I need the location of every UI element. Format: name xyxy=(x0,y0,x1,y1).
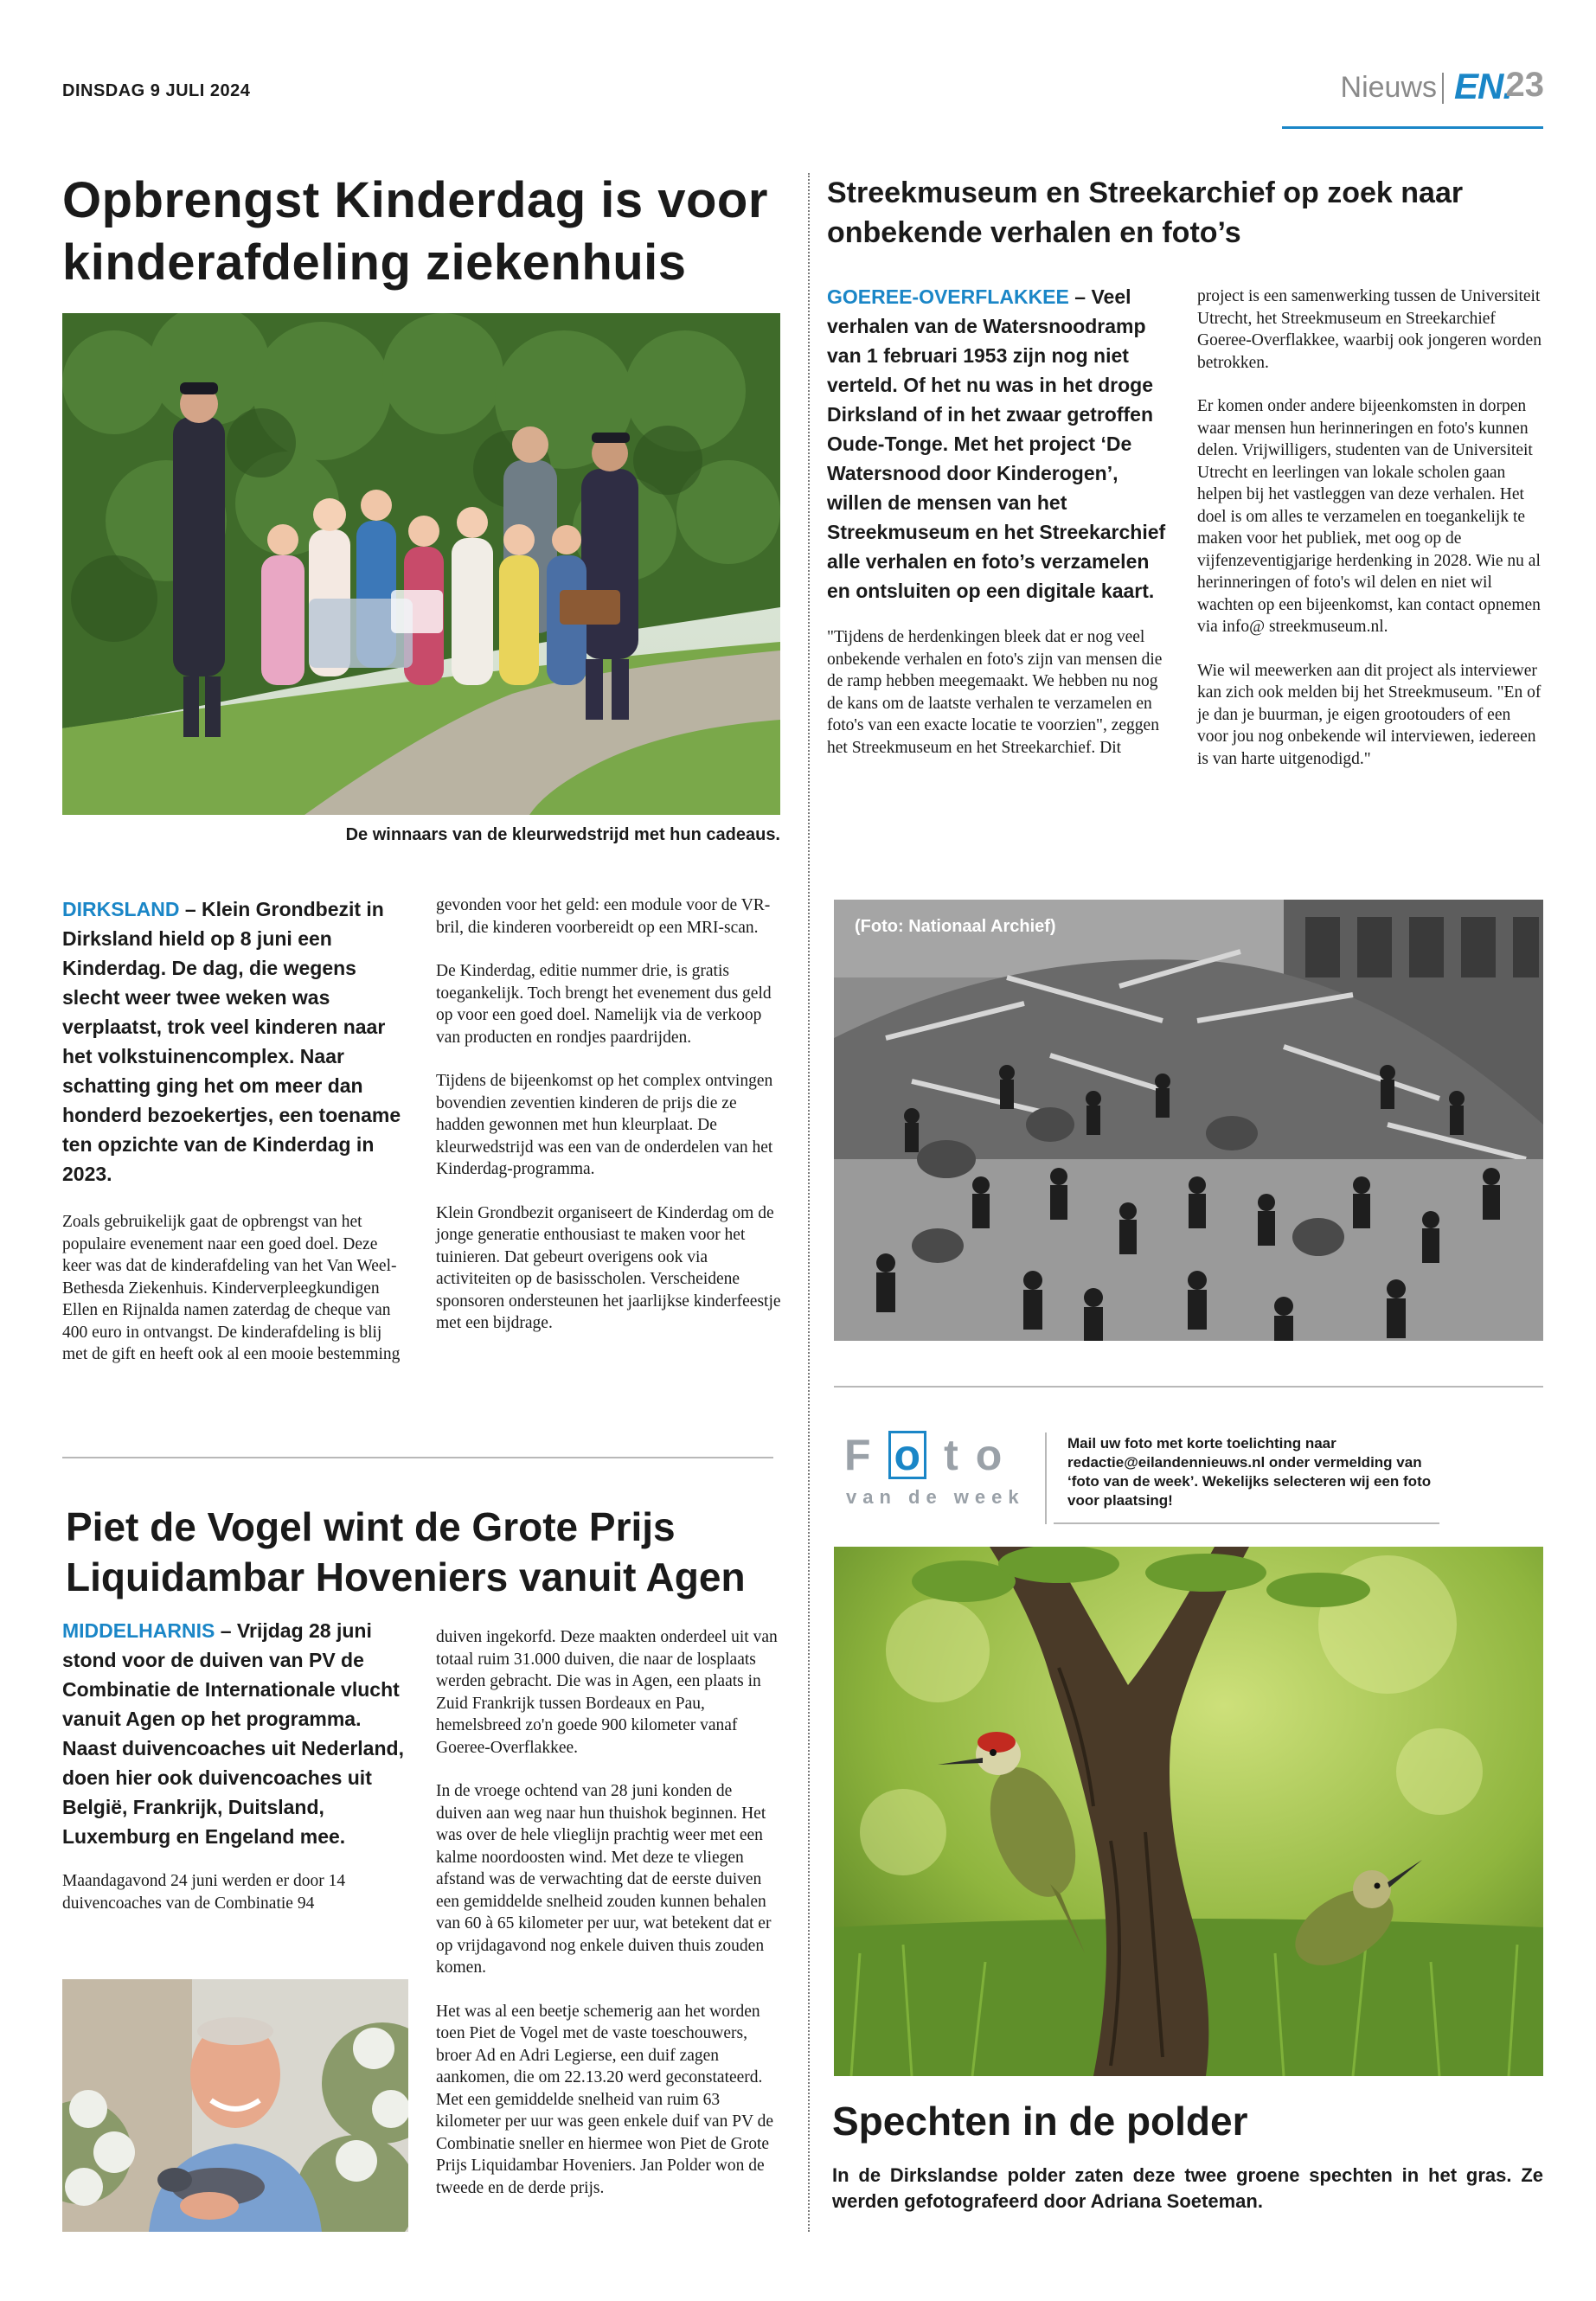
children-in-rubble-illustration xyxy=(834,900,1543,1341)
article-kinderdag-headline: Opbrengst Kinderdag is voor kinderafdeling ziekenhuis xyxy=(62,172,768,291)
streekmuseum-column-1 xyxy=(827,282,1173,759)
spechten-photo xyxy=(834,1547,1543,2076)
archive-photo-credit: (Foto: Nationaal Archief) xyxy=(855,917,1056,936)
kinderdag-paragraph: Zoals gebruikelijk gaat de opbrengst van het populaire evenement naar een goed doel. Deze keer was dat de kinderafdeling van het Van Weel-Bethesda Ziekenhuis. Kinderverpleegkundigen Ellen en Rijnalda namen zaterdag de cheque van 400 euro in ontvangst. De kinderafdeling is blij met de gift en heeft ook al een mooie bestemming xyxy=(62,1213,401,1363)
watersnood-archive-photo xyxy=(834,900,1543,1341)
streekmuseum-lead: GOEREE-OVERFLAKKEE – Veel verhalen van de Watersnoodramp van 1 februari 1953 zijn nog niet verteld. Of het nu was in het droge Dirksland of in het zwaar getroffen Oude-Tonge. Met het project ‘De Watersnood door Kinderogen’, willen de mensen van het Streekmuseum en het Streekarchief alle verhalen en foto’s verzamelen en ontsluiten op een digitale kaart. xyxy=(827,285,1166,602)
duiven-paragraph: duiven ingekorfd. Deze maakten onderdeel uit van totaal ruim 31.000 duiven, die naar de losplaats werden gebracht. Die was in Agen, een plaats in Zuid Frankrijk tussen Bordeaux en Pau, hemelsbreed zo'n goede 900 kilometer vanaf Goeree-Overflakkee. xyxy=(436,1628,778,1757)
green-woodpeckers-illustration xyxy=(834,1547,1543,2076)
duiven-dateline: MIDDELHARNIS xyxy=(62,1619,215,1642)
duiven-paragraph: Het was al een beetje schemerig aan het worden toen Piet de Vogel met de vaste toeschouwers, broer Ad en Adri Legierse, een duif zagen aankomen, die om 22.13.20 werd geconstateerd. Met een gemiddelde snelheid van ruim 63 kilometer per uur was geen enkele duif van PV de Combinatie sneller en hiermee won Piet de Grote Prijs Liquidambar Hoveniers. Jan Polder won de tweede en de derde prijs. xyxy=(436,2002,774,2197)
duiven-paragraph: In de vroege ochtend van 28 juni konden de duiven aan weg naar hun thuishok beginnen. Het was over de hele vlieglijn prachtig weer met een kalme noordoosten wind. Met deze te vliegen afstand was de verwachting dat de eerste duiven een gemiddelde snelheid zouden kunnen behalen van 60 à 65 kilometer per uur, wat betekent dat er op vrijdagavond nog enkele duiven thuis zouden komen. xyxy=(436,1782,772,1977)
foto-box-divider xyxy=(1045,1433,1047,1524)
kinderdag-paragraph: gevonden voor het geld: een module voor de VR-bril, die kinderen voorbereidt op een MRI-scan. xyxy=(436,896,771,937)
kinderdag-paragraph: Tijdens de bijeenkomst op het complex ontvingen bovendien zeventien kinderen de prijs die ze hadden gewonnen met hun kleurplaat. De kleurwedstrijd was een van de onderdelen van het Kinderdag-programma. xyxy=(436,1072,773,1178)
header-rule xyxy=(1282,126,1543,129)
kinderdag-column-1 xyxy=(62,894,408,1388)
streekmuseum-paragraph: "Tijdens de herdenkingen bleek dat er nog veel onbekende verhalen en foto's zijn van mensen die de ramp hebben meegemaakt. We hebben nu nog de kans om de laatste verhalen te verzamelen en foto's van een exacte locatie te voorzien", zeggen het Streekmuseum en het Streekarchief. Dit xyxy=(827,628,1163,757)
kinderdag-paragraph: Klein Grondbezit organiseert de Kinderdag om de jonge generatie enthousiast te maken voor het tuinieren. Dat gebeurt overigens ook via activiteiten op de basisscholen. Verscheidene sponsoren ondersteunen het jaarlijkse kinderfeestje met een bijdrage. xyxy=(436,1203,781,1332)
column-divider xyxy=(808,173,810,2232)
issue-date: DINSDAG 9 JULI 2024 xyxy=(62,81,251,100)
children-with-prizes-illustration xyxy=(62,313,780,815)
article-spechten-headline: Spechten in de polder xyxy=(832,2099,1248,2144)
article-separator xyxy=(1054,1522,1439,1524)
streekmuseum-paragraph: project is een samenwerking tussen de Universiteit Utrecht, het Streekmuseum en Streekarchief Goeree-Overflakkee, waarbij ook jongeren worden betrokken. xyxy=(1197,287,1542,372)
header-divider xyxy=(1442,73,1444,104)
kinderdag-photo-caption: De winnaars van de kleurwedstrijd met hun cadeaus. xyxy=(345,825,780,844)
article-duiven-headline: Piet de Vogel wint de Grote Prijs Liquidambar Hoveniers vanuit Agen xyxy=(66,1504,746,1599)
kinderdag-photo xyxy=(62,313,780,815)
page-number: 23 xyxy=(1505,66,1544,104)
section-label: Nieuws xyxy=(1340,71,1437,104)
streekmuseum-paragraph: Wie wil meewerken aan dit project als interviewer kan zich ook melden bij het Streekmuseum. "En of je dan je buurman, je eigen grootouders of een voor jou nog onbekende wil interviewen, iedereen is van harte uitgenodigd." xyxy=(1197,661,1542,768)
foto-lens-icon: o xyxy=(888,1431,927,1479)
article-separator xyxy=(834,1386,1543,1388)
foto-logo-word: F o to xyxy=(844,1431,1020,1479)
kinderdag-paragraph: De Kinderdag, editie nummer drie, is gratis toegankelijk. Toch brengt het evenement dus geld op voor een goed doel. Namelijk via de verkoop van producten en rondjes paardrijden. xyxy=(436,962,772,1047)
article-streekmuseum-headline: Streekmuseum en Streekarchief op zoek naar onbekende verhalen en foto’s xyxy=(827,176,1464,249)
foto-submission-info: Mail uw foto met korte toelichting naar redactie@eilandennieuws.nl onder vermelding van ‘foto van de week’. Wekelijks selecteren wij een foto voor plaatsing! xyxy=(1067,1435,1432,1509)
duiven-lead: MIDDELHARNIS – Vrijdag 28 juni stond voor de duiven van PV de Combinatie de Internationale vlucht vanuit Agen op het programma. Naast duivencoaches uit Nederland, doen hier ook duivencoaches uit België, Frankrijk, Duitsland, Luxemburg en Engeland mee. xyxy=(62,1619,404,1848)
foto-logo-subtitle: van de week xyxy=(846,1486,1025,1508)
piet-de-vogel-photo xyxy=(62,1979,408,2232)
newspaper-logo: EN. xyxy=(1453,66,1512,106)
duiven-column-2 xyxy=(436,1626,782,2221)
duiven-paragraph: Maandagavond 24 juni werden er door 14 duivencoaches van de Combinatie 94 xyxy=(62,1872,346,1913)
kinderdag-column-2 xyxy=(436,894,782,1356)
spechten-caption: In de Dirkslandse polder zaten deze twee groene spechten in het gras. Ze werden gefotografeerd door Adriana Soeteman. xyxy=(832,2164,1543,2212)
duiven-column-1 xyxy=(62,1616,408,1936)
streekmuseum-column-2 xyxy=(1197,285,1543,792)
streekmuseum-paragraph: Er komen onder andere bijeenkomsten in dorpen waar mensen hun herinneringen en foto's kunnen delen. Vrijwilligers, studenten van de Universiteit Utrecht en leerlingen van lokale scholen gaan helpen bij het vastleggen van deze verhalen. Het doel is om alles te verzamelen en toegankelijk te maken voor het publiek, met oog op de vijfenzeventigjarige herdenking in 2028. Wie nu al herinneringen of foto's wil delen en niet wil wachten op een bijeenkomst, kan contact opnemen via info@ streekmuseum.nl. xyxy=(1197,397,1541,636)
foto-van-de-week-box xyxy=(834,1429,1439,1524)
article-separator xyxy=(62,1457,773,1458)
man-with-pigeon-illustration xyxy=(62,1979,408,2232)
kinderdag-dateline: DIRKSLAND xyxy=(62,898,180,920)
kinderdag-lead: DIRKSLAND – Klein Grondbezit in Dirksland hield op 8 juni een Kinderdag. De dag, die wegens slecht weer twee weken was verplaatst, trok veel kinderen naar het volkstuinencomplex. Naar schatting ging het om meer dan honderd bezoekertjes, een toename ten opzichte van de Kinderdag in 2023. xyxy=(62,898,401,1185)
streekmuseum-dateline: GOEREE-OVERFLAKKEE xyxy=(827,285,1069,308)
